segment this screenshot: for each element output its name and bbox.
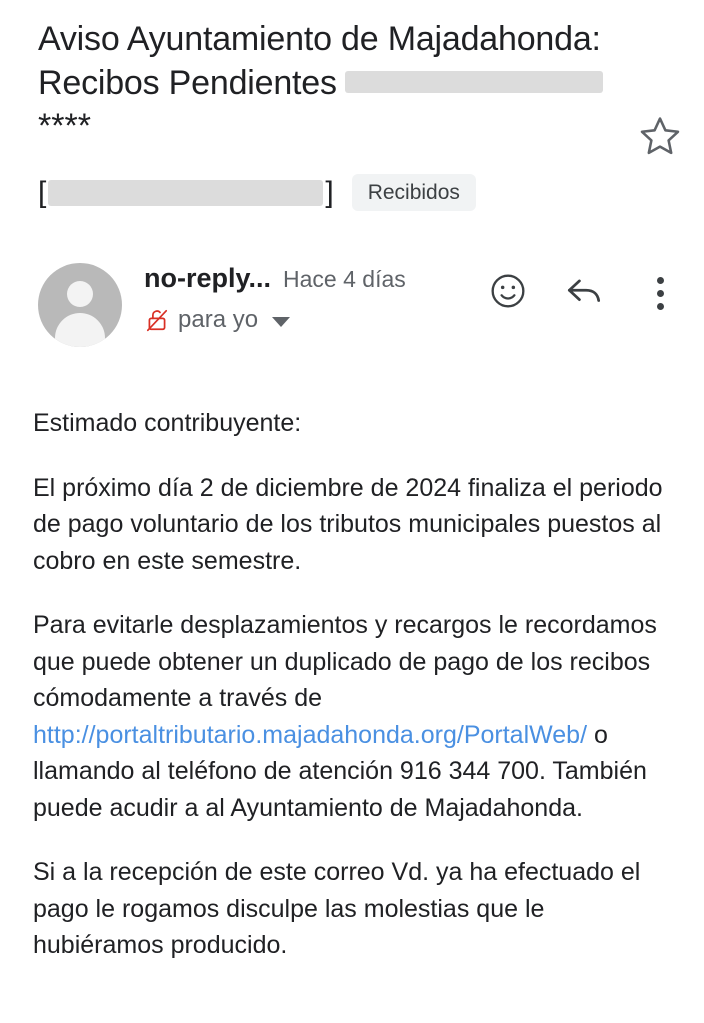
email-body (0, 347, 704, 964)
more-options-button[interactable] (638, 271, 682, 315)
body-paragraph-3: Si a la recepción de este correo Vd. ya ha efectuado el pago le rogamos disculpe las molestias que le hubiéramos producido. (33, 858, 641, 959)
sender-row (0, 211, 704, 347)
subject-column (38, 18, 634, 149)
sender-line-primary (144, 263, 486, 294)
body-paragraph-2-suffix: o llamando al teléfono de atención 916 344 700. También puede acudir a al Ayuntamiento de Majadahonda. (33, 720, 647, 822)
sender-line-secondary[interactable] (144, 306, 486, 334)
bracket-close: ] (325, 175, 334, 209)
subject-row (0, 0, 704, 162)
body-paragraph-2-prefix: Para evitarle desplazamientos y recargos le recordamos que puede obtener un duplicado de pago de los recibos cómodamente a través de (33, 611, 657, 712)
subject-text: Aviso Ayuntamiento de Majadahonda: Recibos Pendientes (38, 20, 601, 102)
no-lock-icon (144, 306, 170, 334)
emoji-smile-icon (488, 271, 528, 316)
email-date: Hace 4 días (283, 266, 406, 292)
body-greeting: Estimado contribuyente: (33, 409, 302, 437)
add-reaction-button[interactable] (486, 271, 530, 315)
label-chip-inbox[interactable]: Recibidos (352, 174, 476, 211)
person-avatar-icon (67, 281, 93, 307)
more-vertical-icon (657, 277, 664, 310)
body-paragraph-1: El próximo día 2 de diciembre de 2024 finaliza el periodo de pago voluntario de los tributos municipales puestos al cobro en este semestre. (33, 473, 663, 575)
star-outline-icon (638, 114, 682, 158)
chevron-down-icon[interactable] (272, 317, 290, 327)
bracket-open: [ (38, 175, 47, 209)
sender-name[interactable]: no-reply... (144, 263, 272, 293)
recipient-label: para yo (178, 306, 259, 333)
star-button[interactable] (634, 110, 686, 162)
avatar[interactable] (38, 263, 122, 347)
person-avatar-body (55, 313, 105, 347)
body-paragraph-2 (33, 607, 674, 826)
sender-meta (122, 259, 486, 334)
subject-redaction (345, 71, 603, 93)
sender-actions (486, 259, 682, 315)
reply-button[interactable] (562, 271, 606, 315)
recipient-redaction (38, 175, 334, 209)
subject-suffix: **** (38, 107, 91, 146)
redaction-bar (48, 180, 323, 206)
reply-arrow-icon (562, 269, 606, 318)
portal-tributario-link[interactable]: http://portaltributario.majadahonda.org/PortalWeb/ (33, 720, 588, 749)
label-row (0, 162, 704, 211)
page-title (38, 18, 634, 149)
